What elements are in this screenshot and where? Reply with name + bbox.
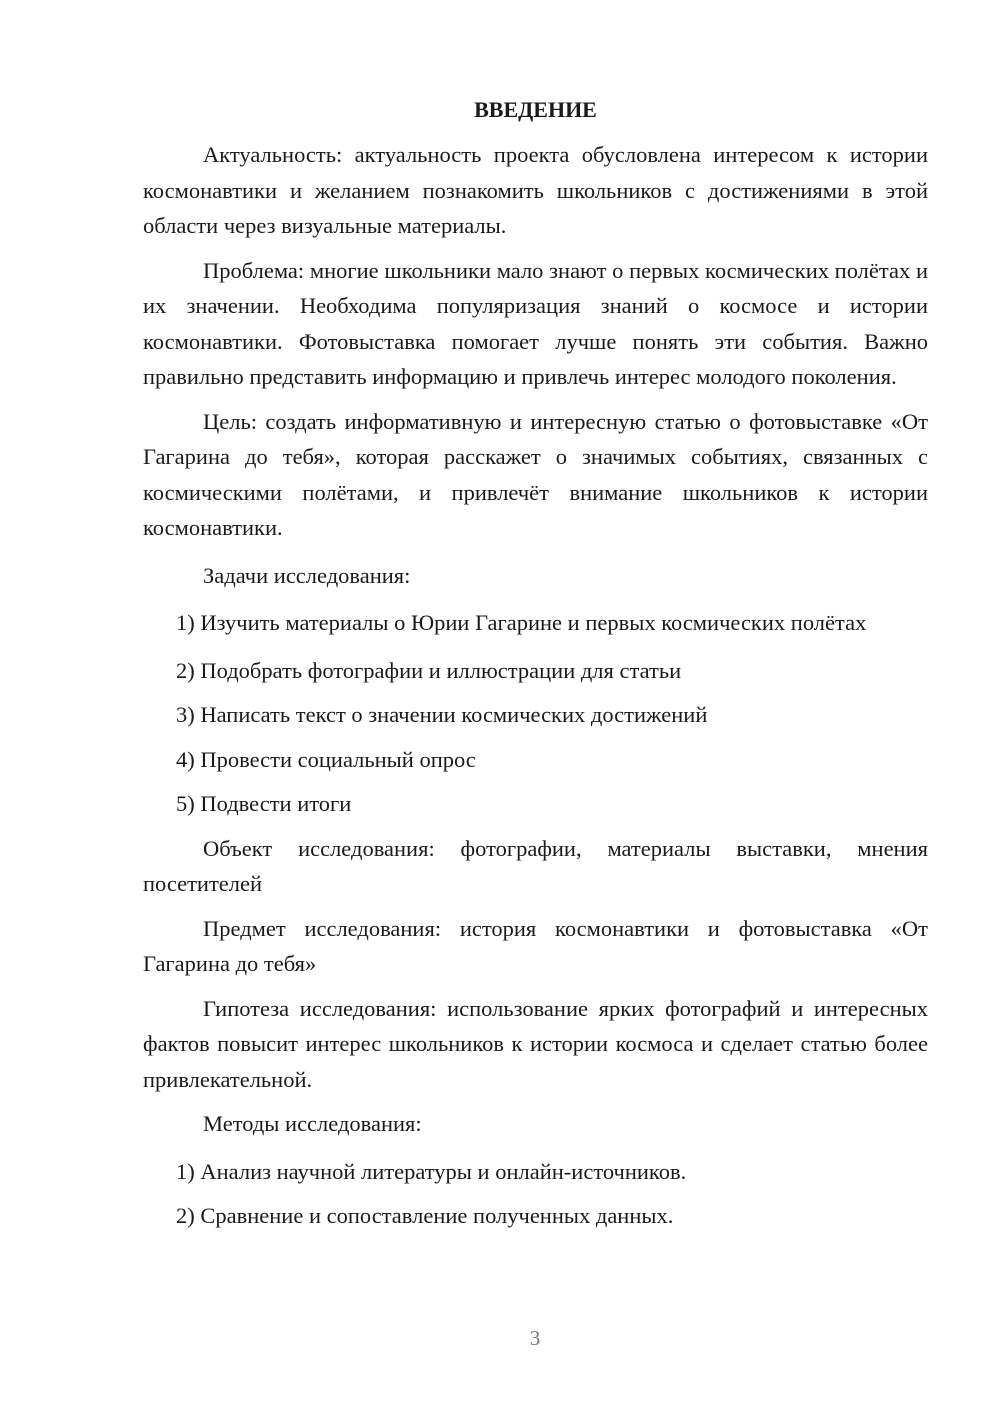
- object-paragraph: Объект исследования: фотографии, материалы выставки, мнения посетителей: [143, 835, 928, 896]
- task-item-4: 4) Провести социальный опрос: [176, 746, 476, 772]
- task-item-2: 2) Подобрать фотографии и иллюстрации для статьи: [176, 657, 682, 683]
- method-item-1: 1) Анализ научной литературы и онлайн-источников.: [176, 1158, 687, 1184]
- document-page: [143, 92, 928, 1234]
- task-item-5: 5) Подвести итоги: [176, 791, 352, 816]
- problem-paragraph: Проблема: многие школьники мало знают о первых космических полётах и их значении. Необходима популяризация знаний о космосе и истории космонавтики. Фотовыставка помогает лучше понять эти события. Важно правильно представить информацию и привлечь интерес молодого поколения.: [143, 257, 928, 389]
- page-number: 3: [529, 1326, 541, 1350]
- goal-paragraph: Цель: создать информативную и интересную статью о фотовыставке «От Гагарина до тебя», которая расскажет о значимых событиях, связанных с космическими полётами, и привлечёт внимание школьников к истории космонавтики.: [143, 408, 928, 540]
- subject-paragraph: Предмет исследования: история космонавтики и фотовыставка «От Гагарина до тебя»: [143, 915, 928, 976]
- section-heading: ВВЕДЕНИЕ: [474, 97, 597, 122]
- hypothesis-paragraph: Гипотеза исследования: использование ярких фотографий и интересных фактов повысит интерес школьников к истории космоса и сделает статью более привлекательной.: [143, 995, 928, 1092]
- task-item-3: 3) Написать текст о значении космических достижений: [176, 702, 708, 727]
- methods-heading: Методы исследования:: [203, 1111, 422, 1136]
- task-item-1: 1) Изучить материалы о Юрии Гагарине и первых космических полётах: [176, 610, 867, 635]
- tasks-heading: Задачи исследования:: [203, 562, 411, 588]
- method-item-2: 2) Сравнение и сопоставление полученных данных.: [176, 1203, 674, 1228]
- relevance-paragraph: Актуальность: актуальность проекта обусловлена интересом к истории космонавтики и желанием познакомить школьников с достижениями в этой области через визуальные материалы.: [143, 142, 928, 238]
